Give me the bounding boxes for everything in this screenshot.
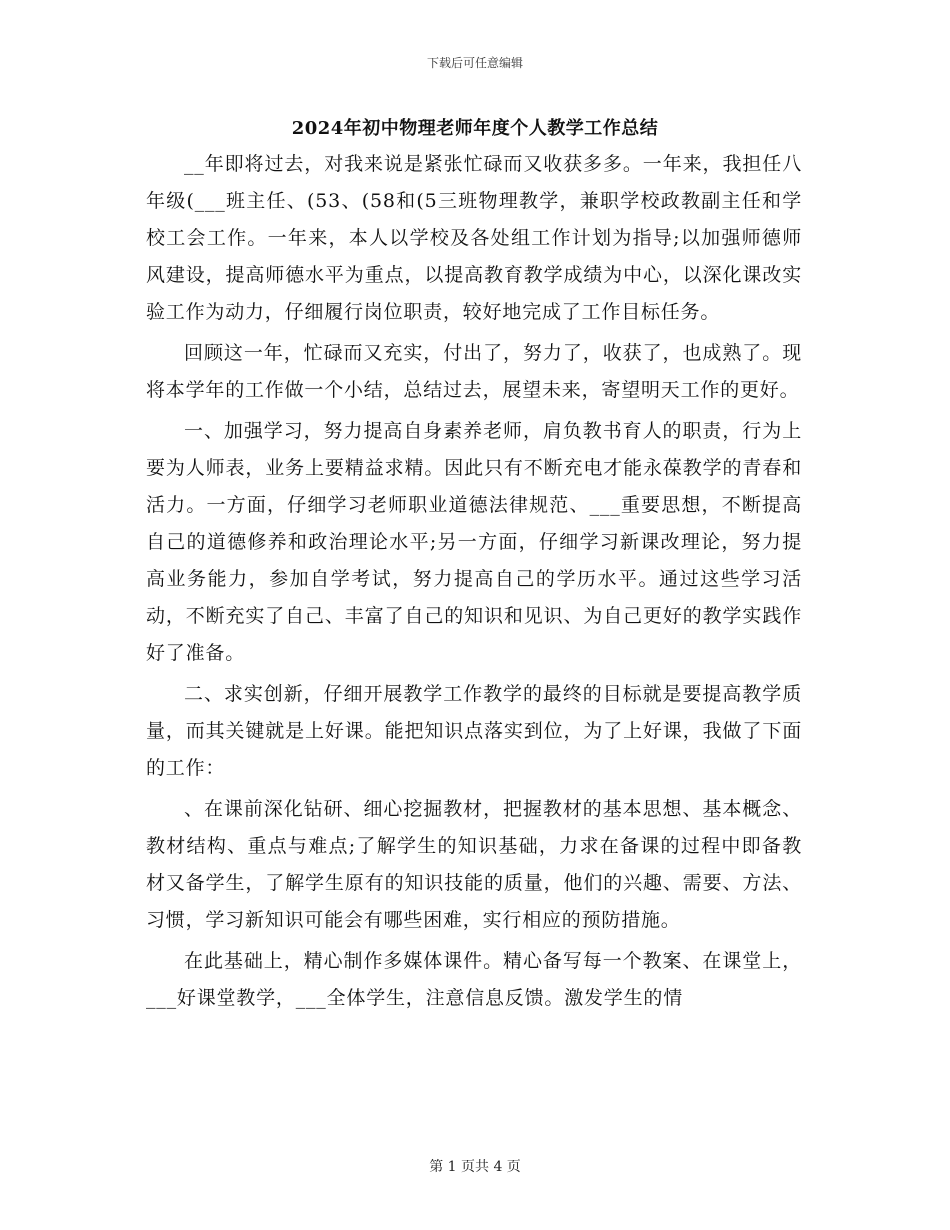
document-body <box>146 146 802 1021</box>
paragraph: __年即将过去，对我来说是紧张忙碌而又收获多多。一年来，我担任八年级(___班主任、(53、(58和(5三班物理教学，兼职学校政教副主任和学校工会工作。一年来，本人以学校及各处组工作计划为指导;以加强师德师风建设，提高师德水平为重点，以提高教育教学成绩为中心，以深化课改实验工作为动力，仔细履行岗位职责，较好地完成了工作目标任务。 <box>146 153 802 323</box>
paragraph: 在此基础上，精心制作多媒体课件。精心备写每一个教案、在课堂上，___好课堂教学，___全体学生，注意信息反馈。激发学生的情 <box>146 950 802 1009</box>
header-note: 下载后可任意编辑 <box>426 56 523 70</box>
document-title: 2024年初中物理老师年度个人教学工作总结 <box>291 118 659 139</box>
paragraph: 、在课前深化钻研、细心挖掘教材，把握教材的基本思想、基本概念、教材结构、重点与难点;了解学生的知识基础，力求在备课的过程中即备教材又备学生，了解学生原有的知识技能的质量，他们的兴趣、需要、方法、习惯，学习新知识可能会有哪些困难，实行相应的预防措施。 <box>146 798 802 931</box>
paragraph: 回顾这一年，忙碌而又充实，付出了，努力了，收获了，也成熟了。现将本学年的工作做一个小结，总结过去，展望未来，寄望明天工作的更好。 <box>146 342 802 401</box>
paragraph: 二、求实创新，仔细开展教学工作教学的最终的目标就是要提高教学质量，而其关键就是上好课。能把知识点落实到位，为了上好课，我做了下面的工作： <box>146 683 802 779</box>
page-indicator: 第 1 页共 4 页 <box>429 1159 521 1175</box>
paragraph: 一、加强学习，努力提高自身素养老师，肩负教书育人的职责，行为上要为人师表，业务上要精益求精。因此只有不断充电才能永葆教学的青春和活力。一方面，仔细学习老师职业道德法律规范、___重要思想，不断提高自己的道德修养和政治理论水平;另一方面，仔细学习新课改理论，努力提高业务能力，参加自学考试，努力提高自己的学历水平。通过这些学习活动，不断充实了自己、丰富了自己的知识和见识、为自己更好的教学实践作好了准备。 <box>146 420 802 664</box>
